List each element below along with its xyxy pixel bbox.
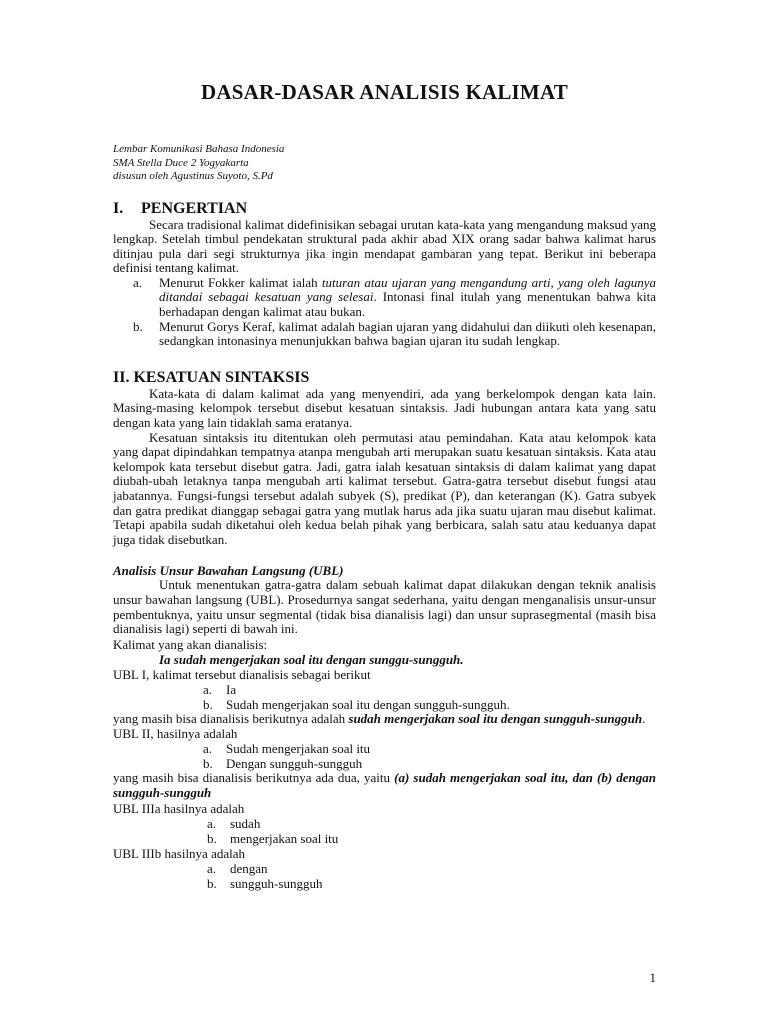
paragraph: Kesatuan sintaksis itu ditentukan oleh permutasi atau pemindahan. Kata atau kelompok kata yang dapat dipindahkan tempatnya atanpa mengubah arti merupakan suatu kesatuan sintaksis. Kata atau kelompok kata tersebut disebut gatra. Jadi, gatra ialah kesatuan sintaksis di dalam kalimat yang dapat diubah-ubah letaknya tanpa mengubah arti kalimat tersebut. Gatra-gatra tersebut disebut fungsi atau jabatannya. Fungsi-fungsi tersebut adalah subyek (S), predikat (P), dan keterangan (K). Gatra subyek dan gatra predikat dianggap sebagai gatra yang mutlak harus ada jika suatu ujaran mau disebut kalimat. Tetapi apabila sudah diketahui oleh kedua belah pihak yang berbicara, salah satu atau keduanya dapat juga tidak disebutkan. [113,429,656,547]
page-number: 1 [649,970,656,985]
item-text: sudah [230,815,261,831]
example-sentence: Ia sudah mengerjakan soal itu dengan sunggu-sungguh. [159,651,464,667]
followup-tail: . [642,710,646,726]
meta-line: disusun oleh Agustinus Suyoto, S.Pd [113,170,273,182]
ubl-3b-label: UBL IIIb hasilnya adalah [113,845,245,861]
ubl-3a-list [113,816,656,846]
list-item [113,876,656,891]
section-title: KESATUAN SINTAKSIS [133,368,310,386]
item-text: Menurut Gorys Keraf, kalimat adalah bagian ujaran yang didahului dan diikuti oleh kesenapan, sedangkan intonasinya menunjukkan bahwa bagian ujaran itu sudah lengkap. [159,318,656,349]
item-text: Sudah mengerjakan soal itu dengan sungguh-sungguh. [226,696,510,712]
list-item [113,276,656,320]
item-text: Sudah mengerjakan soal itu [226,741,371,757]
definition-list [113,276,656,349]
ubl-3a-label: UBL IIIa hasilnya adalah [113,800,245,816]
list-item [113,697,656,712]
list-marker: a. [207,815,217,831]
followup-text: yang masih bisa dianalisis berikutnya adalah [113,710,349,726]
analysis-followup [113,712,656,727]
ubl-2-label: UBL II, hasilnya adalah [113,726,238,742]
ubl-1-list [113,682,656,712]
meta-line: SMA Stella Duce 2 Yogyakarta [113,156,249,169]
item-text: mengerjakan soal itu [230,830,339,846]
section-number: II. [113,368,130,386]
list-marker: a. [207,860,217,876]
section-title: PENGERTIAN [141,199,248,217]
list-marker: b. [203,756,213,772]
paragraph: Untuk menentukan gatra-gatra dalam sebuah kalimat dapat dilakukan dengan teknik analisis unsur bawahan langsung (UBL). Prosedurnya sangat sederhana, yaitu dengan menganalisis unsur-unsur pembentuknya, yaitu unsur segmental (tidak bisa dianalisis lagi) dan unsur suprasegmental (masih bisa dianalisis lagi) seperti di bawah ini. [113,577,656,637]
followup-emphasis: sudah mengerjakan soal itu dengan sungguh-sungguh [348,710,643,726]
list-item [113,320,656,349]
item-text: Dengan sungguh-sungguh [226,756,363,772]
analysis-followup [113,771,656,800]
ubl-3b-list [113,861,656,891]
item-quote: tuturan atau ujaran yang mengandung arti, yang oleh lagunya ditandai sebagai kesatuan yang selesai [159,274,657,305]
section-heading-pengertian [113,200,656,218]
followup-emphasis: (a) sudah mengerjakan soal itu, dan (b) dengan sungguh-sungguh [113,770,657,800]
list-marker: b. [133,318,143,334]
paragraph: Secara tradisional kalimat didefinisikan sebagai urutan kata-kata yang mengandung maksud yang lengkap. Setelah timbul pendekatan struktural pada akhir abad XIX orang sadar bahwa kalimat harus ditinjau pula dari segi strukturnya jika ingin mendapat gambaran yang tepat. Berikut ini beberapa definisi tentang kalimat. [113,216,656,276]
subsection-heading-ubl: Analisis Unsur Bawahan Langsung (UBL) [113,563,344,579]
list-marker: b. [203,696,213,712]
list-marker: b. [207,830,217,846]
list-item [113,741,656,756]
list-item [113,682,656,697]
item-text: Ia [226,681,237,697]
list-item [113,861,656,876]
meta-line: Lembar Komunikasi Bahasa Indonesia [113,143,285,155]
page-title: DASAR-DASAR ANALISIS KALIMAT [201,80,568,104]
item-text: sungguh-sungguh [230,875,323,891]
list-marker: b. [207,875,217,891]
list-item [113,831,656,846]
list-marker: a. [133,274,143,290]
list-item [113,756,656,771]
item-text: dengan [230,860,268,876]
section-heading-kesatuan-sintaksis [113,369,656,387]
item-text-tail: . Intonasi final itulah yang menentukan bahwa kita berhadapan dengan kalimat atau bukan. [159,289,656,320]
document-meta [113,143,656,184]
followup-text: yang masih bisa dianalisis berikutnya ada dua, yaitu [113,770,395,786]
paragraph: Kata-kata di dalam kalimat ada yang menyendiri, ada yang berkelompok dengan kata lain. Masing-masing kelompok tersebut disebut kesatuan sintaksis. Jadi hubungan antara kata yang satu dengan kata yang lain tidaklah sama eratanya. [113,385,656,431]
list-marker: a. [203,681,213,697]
ubl-2-list [113,741,656,771]
ubl-1-label: UBL I, kalimat tersebut dianalisis sebagai berikut [113,666,371,682]
item-text: Menurut Fokker kalimat ialah [159,274,322,290]
section-number: I. [113,199,124,217]
list-item [113,816,656,831]
analysis-intro: Kalimat yang akan dianalisis: [113,636,268,652]
list-marker: a. [203,741,213,757]
